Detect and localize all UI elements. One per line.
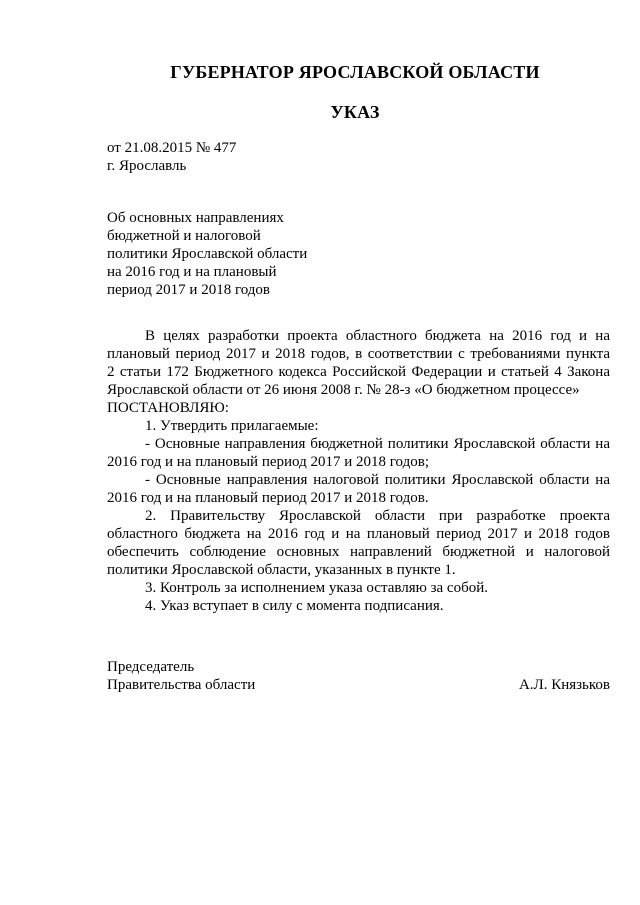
- item-1: 1. Утвердить прилагаемые:: [145, 418, 319, 434]
- signatory-position-line2: Правительства области: [107, 677, 256, 693]
- item-1b-line: - Основные направления налоговой политики Ярославской области на: [145, 472, 610, 488]
- subject-line: бюджетной и налоговой: [107, 228, 261, 244]
- preamble-line: Ярославской области от 26 июня 2008 г. № 28-з «О бюджетном процессе»: [107, 382, 580, 398]
- item-1a-line: 2016 год и на плановый период 2017 и 2018 годов;: [107, 454, 429, 470]
- item-2-line: политики Ярославской области, указанных в пункте 1.: [107, 562, 456, 578]
- resolve-line: ПОСТАНОВЛЯЮ:: [107, 400, 229, 416]
- item-2-line: областного бюджета на 2016 год и на плановый период 2017 и 2018 годов: [107, 526, 610, 542]
- item-2-line: 2. Правительству Ярославской области при разработке проекта: [145, 508, 610, 524]
- preamble-line: плановый период 2017 и 2018 годов, в соответствии с требованиями пункта: [107, 346, 610, 362]
- subject-line: Об основных направлениях: [107, 210, 284, 226]
- item-1a-line: - Основные направления бюджетной политики Ярославской области на: [145, 436, 610, 452]
- subject-line: на 2016 год и на плановый: [107, 264, 277, 280]
- signature-block: [107, 658, 610, 694]
- item-3: 3. Контроль за исполнением указа оставляю за собой.: [145, 580, 488, 596]
- document-body: [107, 327, 610, 615]
- item-2-line: обеспечить соблюдение основных направлений бюджетной и налоговой: [107, 544, 610, 560]
- subject-line: политики Ярославской области: [107, 246, 308, 262]
- signatory-name: А.Л. Князьков: [518, 677, 610, 693]
- preamble-line: 2 статьи 172 Бюджетного кодекса Российской Федерации и статьей 4 Закона: [107, 364, 610, 380]
- subject-line: период 2017 и 2018 годов: [107, 282, 271, 298]
- item-1b-line: 2016 год и на плановый период 2017 и 2018 годов.: [107, 490, 429, 506]
- signatory-position-line1: Председатель: [107, 659, 195, 675]
- authority-title: ГУБЕРНАТОР ЯРОСЛАВСКОЙ ОБЛАСТИ: [170, 62, 540, 82]
- date-number: от 21.08.2015 № 477: [107, 140, 237, 156]
- preamble-line: В целях разработки проекта областного бюджета на 2016 год и на: [145, 328, 610, 344]
- city: г. Ярославль: [107, 158, 187, 174]
- item-4: 4. Указ вступает в силу с момента подписания.: [145, 598, 444, 614]
- document-type-title: УКАЗ: [330, 102, 380, 122]
- subject-block: [107, 209, 307, 299]
